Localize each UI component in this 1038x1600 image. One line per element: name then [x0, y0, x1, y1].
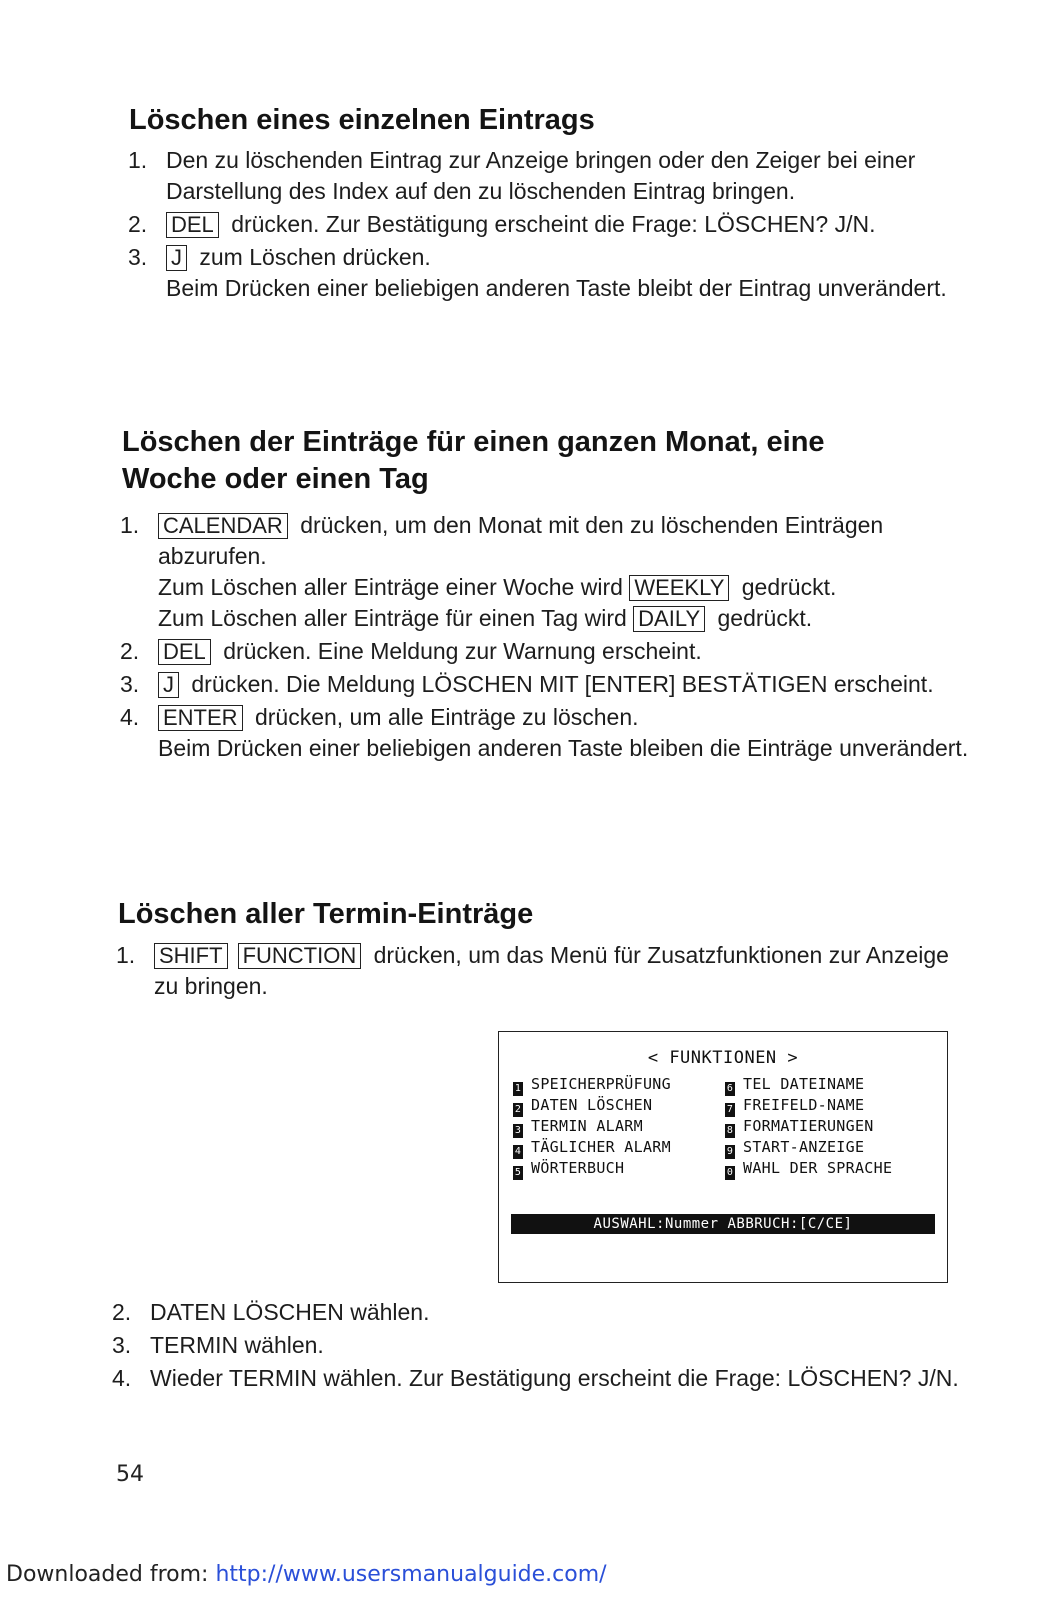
- lcd-menu-item: 4 TÄGLICHER ALARM: [514, 1138, 671, 1157]
- key-weekly: WEEKLY: [629, 575, 729, 601]
- lcd-menu-item: 5 WÖRTERBUCH: [514, 1159, 625, 1178]
- list-item: 3. J drücken. Die Meldung LÖSCHEN MIT [ENTER] BESTÄTIGEN erscheint.: [120, 671, 934, 697]
- key-daily: DAILY: [633, 606, 705, 632]
- lcd-title: < FUNKTIONEN >: [647, 1048, 799, 1068]
- lcd-status-bar: AUSWAHL:Nummer ABBRUCH:[C/CE]: [511, 1214, 935, 1234]
- download-footer: [6, 1562, 607, 1587]
- lcd-menu-item: 0 WAHL DER SPRACHE: [726, 1159, 893, 1178]
- list-item: 4. Wieder TERMIN wählen. Zur Bestätigung erscheint die Frage: LÖSCHEN? J/N.: [112, 1365, 959, 1391]
- step-note: Beim Drücken einer beliebigen anderen Taste bleiben die Einträge unverändert.: [158, 735, 969, 761]
- list-item: 4. ENTER drücken, um alle Einträge zu löschen. Beim Drücken einer beliebigen anderen Taste bleiben die Einträge unverändert.: [120, 702, 970, 764]
- lcd-menu-item: 9 START-ANZEIGE: [726, 1138, 865, 1157]
- list-item: 1. SHIFT FUNCTION drücken, um das Menü für Zusatzfunktionen zur Anzeige zu bringen.: [116, 942, 949, 999]
- steps-delete-all-continued: [112, 1297, 962, 1396]
- list-item: 1. CALENDAR drücken, um den Monat mit den zu löschenden Einträgen abzurufen. Zum Löschen aller Einträge einer Woche wird WEEKLY gedrückt. Zum Löschen aller Einträge für einen Tag wird DAILY gedrückt.: [120, 510, 970, 634]
- lcd-menu-item: 3 TERMIN ALARM: [514, 1117, 643, 1136]
- steps-delete-all: [116, 940, 966, 1004]
- list-item: 2. DEL drücken. Zur Bestätigung erscheint die Frage: LÖSCHEN? J/N.: [128, 211, 876, 237]
- lcd-menu-right: [725, 1074, 892, 1179]
- key-j: J: [166, 245, 187, 271]
- footer-prefix: Downloaded from:: [6, 1562, 209, 1587]
- key-shift: SHIFT: [154, 943, 228, 969]
- list-item: 2. DATEN LÖSCHEN wählen.: [112, 1299, 430, 1325]
- heading-delete-single: Löschen eines einzelnen Eintrags: [129, 104, 595, 136]
- key-function: FUNCTION: [238, 943, 362, 969]
- step-note: Zum Löschen aller Einträge für einen Tag wird DAILY gedrückt.: [158, 605, 813, 631]
- key-del: DEL: [158, 639, 211, 665]
- lcd-menu-item: 6 TEL DATEINAME: [726, 1075, 865, 1094]
- steps-delete-single: [128, 145, 968, 306]
- key-calendar: CALENDAR: [158, 513, 288, 539]
- step-note: Zum Löschen aller Einträge einer Woche wird WEEKLY gedrückt.: [158, 574, 837, 600]
- lcd-menu-left: [513, 1074, 671, 1179]
- lcd-menu-item: 8 FORMATIERUNGEN: [726, 1117, 874, 1136]
- key-enter: ENTER: [158, 705, 243, 731]
- steps-delete-period: [120, 510, 970, 766]
- list-item: 2. DEL drücken. Eine Meldung zur Warnung erscheint.: [120, 638, 702, 664]
- list-item: 1. Den zu löschenden Eintrag zur Anzeige bringen oder den Zeiger bei einer Darstellung des Index auf den zu löschenden Eintrag bringen.: [128, 147, 916, 204]
- heading-delete-all-appointments: Löschen aller Termin-Einträge: [118, 898, 534, 930]
- footer-link[interactable]: http://www.usersmanualguide.com/: [215, 1562, 607, 1587]
- key-del: DEL: [166, 212, 219, 238]
- list-item: 3. TERMIN wählen.: [112, 1332, 324, 1358]
- list-item: 3. J zum Löschen drücken. Beim Drücken einer beliebigen anderen Taste bleibt der Eintrag unverändert.: [128, 242, 968, 304]
- lcd-menu-item: 1 SPEICHERPRÜFUNG: [514, 1075, 671, 1094]
- heading-delete-period: Löschen der Einträge für einen ganzen Monat, eine Woche oder einen Tag: [122, 426, 825, 495]
- lcd-menu-item: 2 DATEN LÖSCHEN: [514, 1096, 653, 1115]
- page-number: 54: [116, 1462, 144, 1487]
- step-note: Beim Drücken einer beliebigen anderen Taste bleibt der Eintrag unverändert.: [166, 275, 947, 301]
- key-j: J: [158, 672, 179, 698]
- lcd-menu-item: 7 FREIFELD-NAME: [726, 1096, 865, 1115]
- lcd-function-menu: [498, 1031, 948, 1283]
